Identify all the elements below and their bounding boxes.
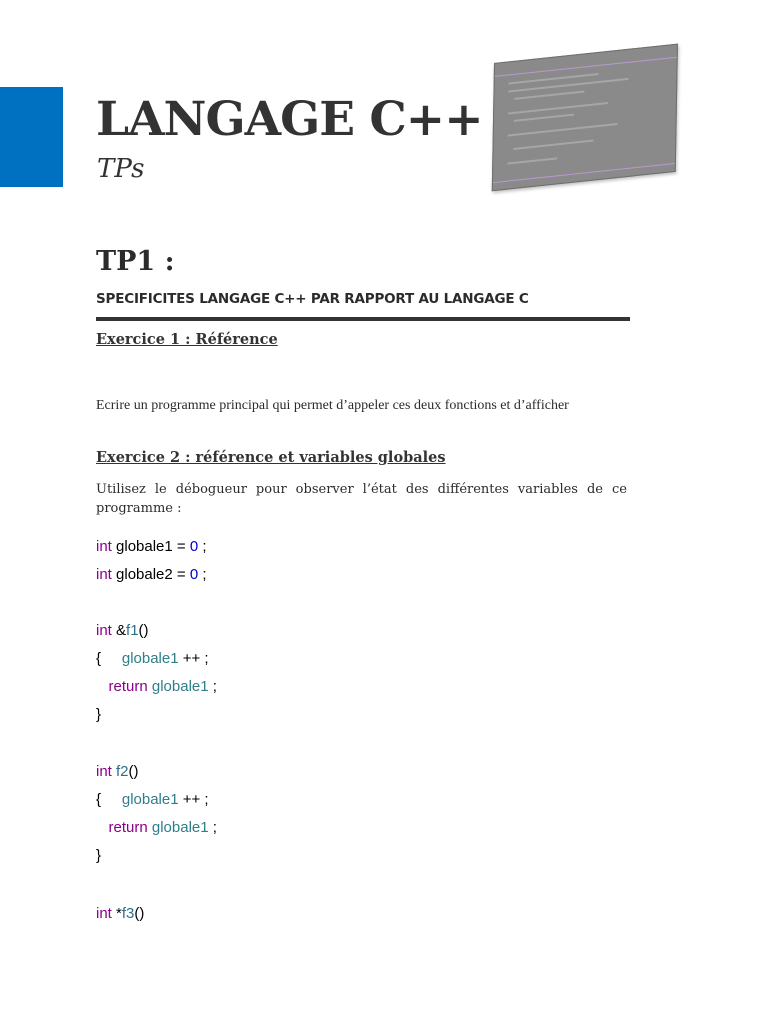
code-line-f1-body: { globale1 ++ ;: [96, 650, 209, 667]
code-keyword: return: [108, 819, 148, 836]
ide-screenshot-image: [492, 44, 678, 192]
code-line-f1-close: }: [96, 706, 102, 723]
code-identifier: globale1: [116, 538, 173, 555]
code-line-f1-signature: int &f1(): [96, 622, 149, 639]
tp-heading: TP1 :: [96, 246, 175, 277]
cover-accent-bar: [0, 87, 63, 187]
code-keyword: return: [108, 678, 148, 695]
code-line-f2-body: { globale1 ++ ;: [96, 791, 209, 808]
code-line-globale1: int globale1 = 0 ;: [96, 538, 207, 555]
exercise-1-heading: Exercice 1 : Référence: [96, 331, 278, 348]
document-title: LANGAGE C++: [96, 92, 483, 147]
code-identifier: globale1: [151, 678, 209, 695]
code-function-name: f1: [126, 622, 139, 639]
tp-subheading: SPECIFICITES LANGAGE C++ PAR RAPPORT AU LANGAGE C: [96, 291, 529, 307]
document-subtitle: TPs: [97, 154, 145, 184]
code-identifier: globale1: [151, 819, 209, 836]
code-line-f2-return: return globale1 ;: [108, 819, 217, 836]
code-line-f1-return: return globale1 ;: [108, 678, 217, 695]
exercise-1-text: Ecrire un programme principal qui permet d’appeler ces deux fonctions et d’afficher: [96, 398, 569, 413]
exercise-2-heading: Exercice 2 : référence et variables globales: [96, 449, 446, 466]
code-keyword: int: [96, 538, 112, 555]
code-keyword: int: [96, 622, 112, 639]
code-number: 0: [189, 538, 199, 555]
code-line-globale2: int globale2 = 0 ;: [96, 566, 207, 583]
section-divider: [96, 317, 630, 321]
code-line-f2-signature: int f2(): [96, 763, 139, 780]
code-keyword: int: [96, 905, 112, 922]
code-identifier: globale1: [121, 650, 179, 667]
code-number: 0: [189, 566, 199, 583]
code-keyword: int: [96, 566, 112, 583]
code-function-name: f2: [116, 763, 129, 780]
code-function-name: f3: [121, 905, 135, 922]
code-identifier: globale2: [116, 566, 173, 583]
code-identifier: globale1: [121, 791, 179, 808]
exercise-2-text: Utilisez le débogueur pour observer l’état des différentes variables de ce programme :: [96, 482, 627, 516]
code-line-f2-close: }: [96, 847, 102, 864]
code-line-f3-signature: int *f3(): [96, 905, 145, 922]
code-keyword: int: [96, 763, 112, 780]
